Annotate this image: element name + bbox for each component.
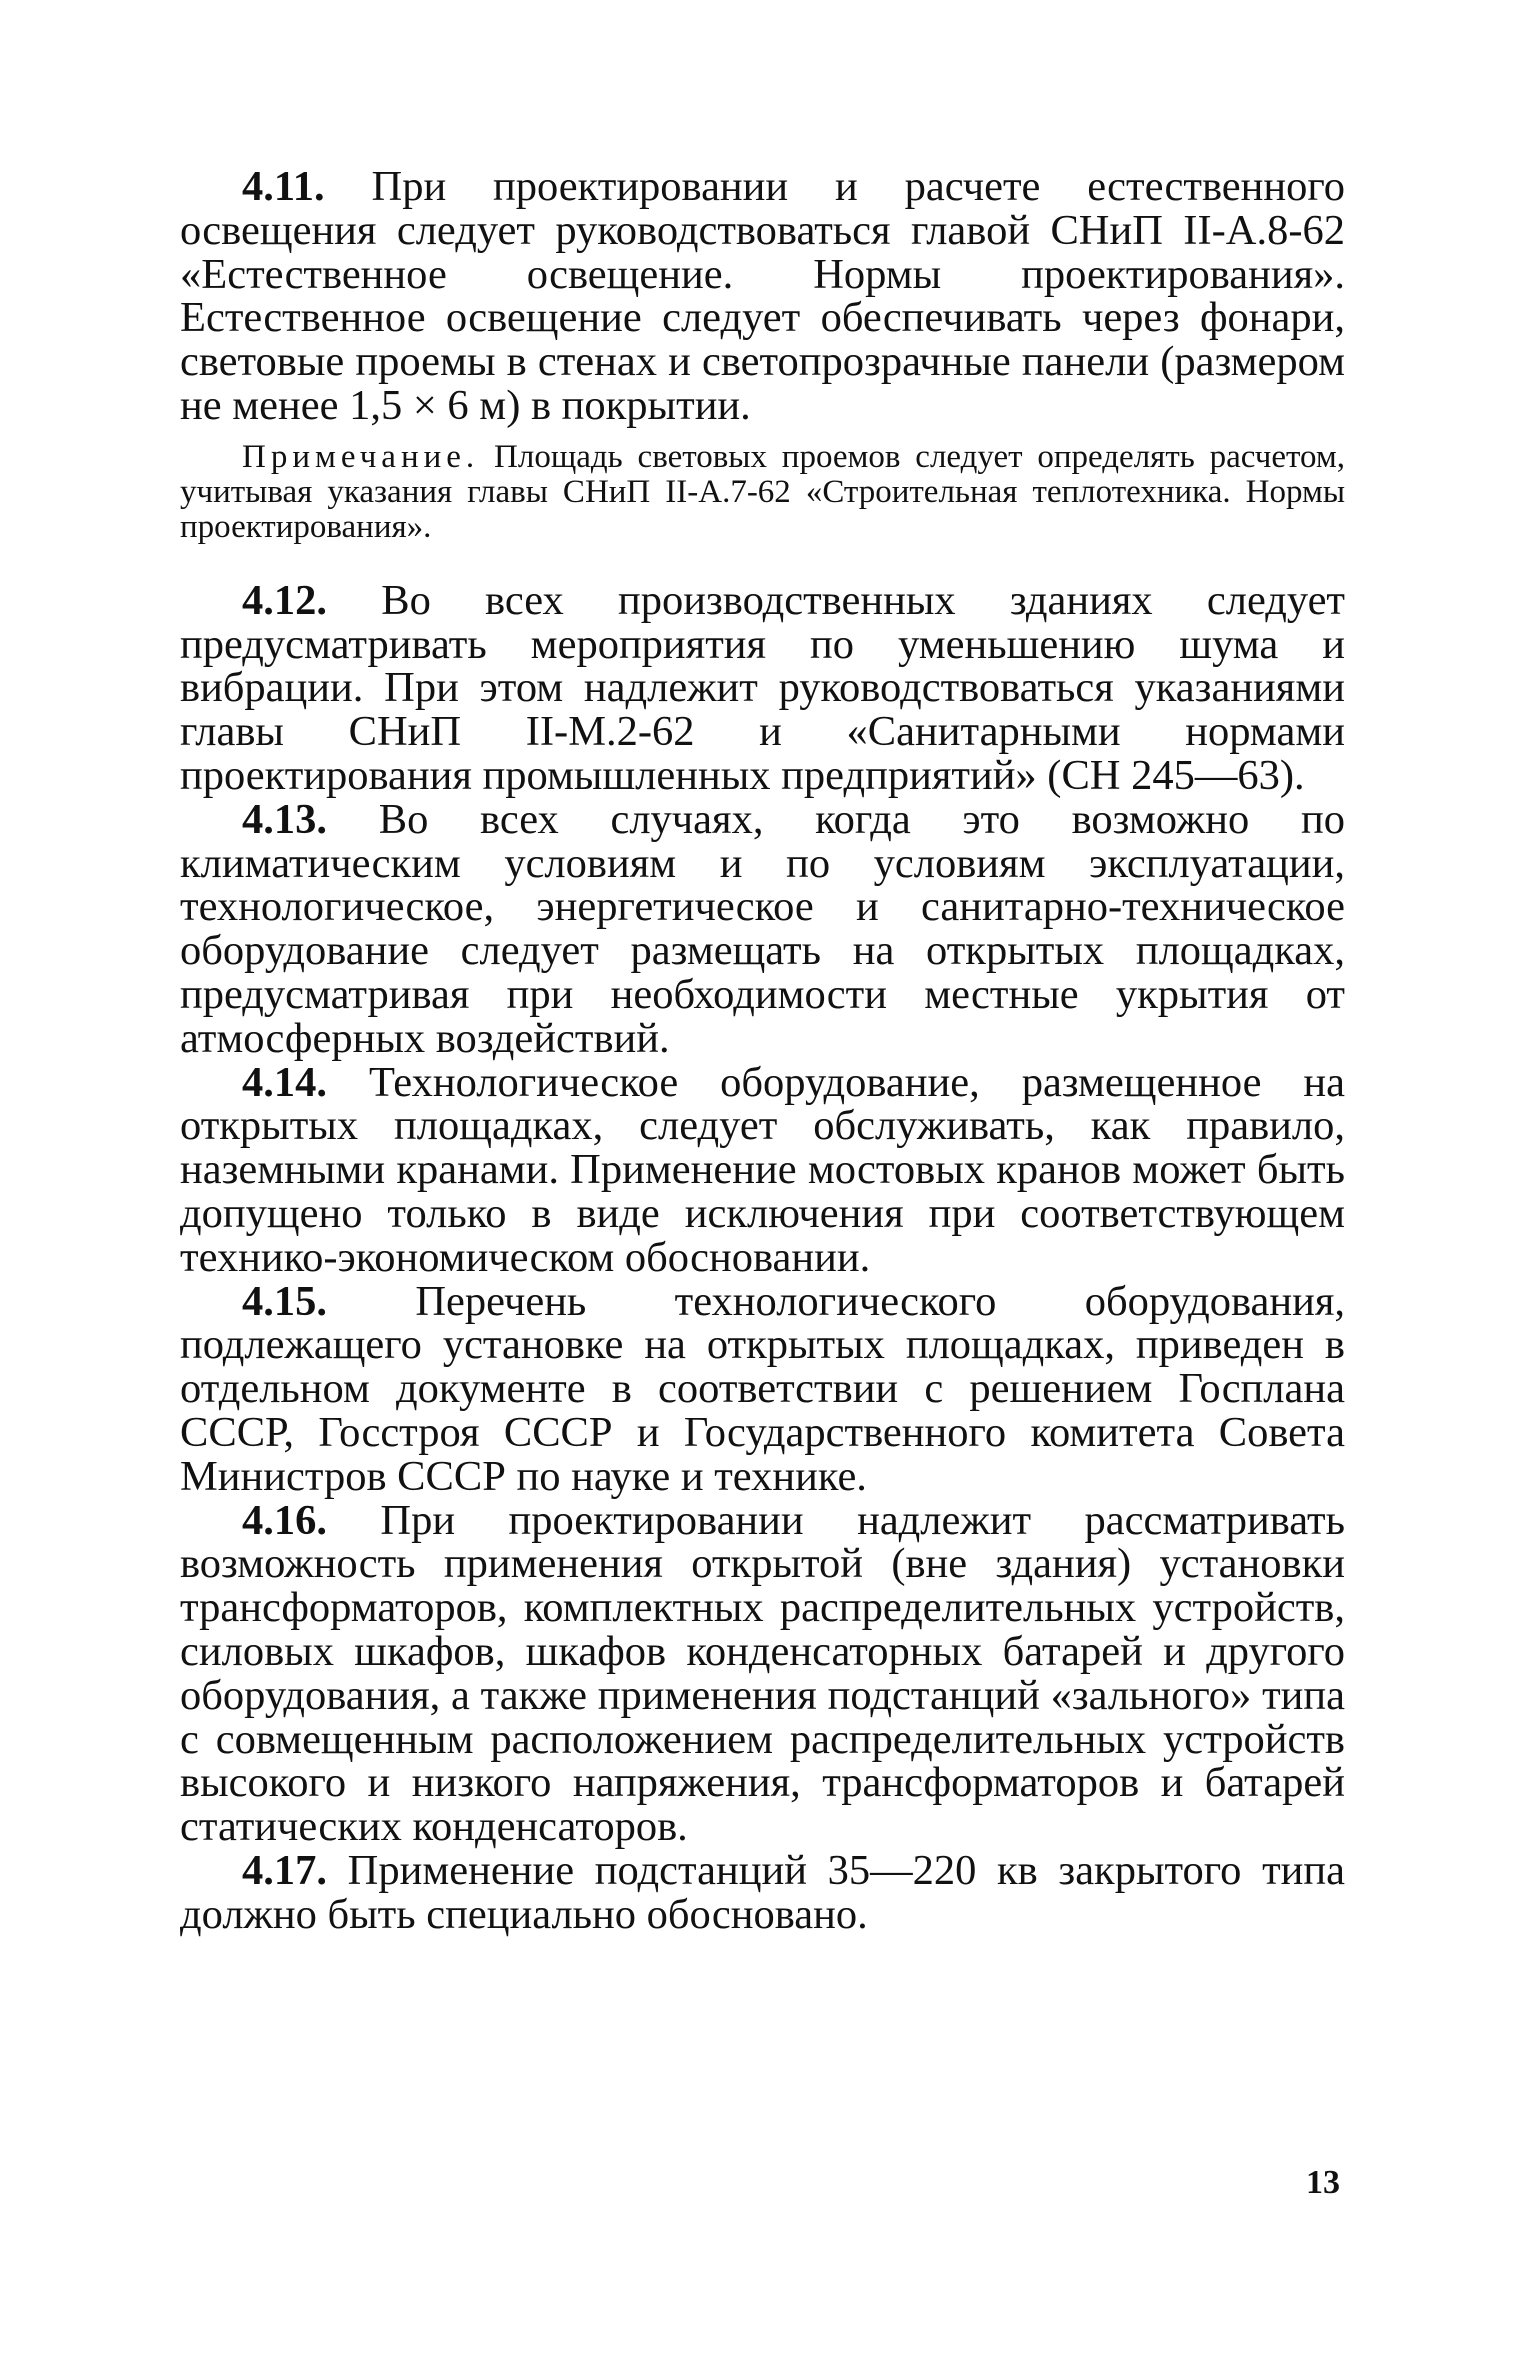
section-text: При проектировании надлежит рассматривать возможность применения открытой (вне здания) установки трансформаторов, комплектных распределительных устройств, силовых шкафов, шкафов конденсаторных батарей и другого оборудования, а также применения подстанций «зального» типа с совмещенным расположением распределительных устройств высокого и низкого напряжения, трансформаторов и батарей статических конденсаторов. — [180, 1496, 1346, 1851]
section-text: Во всех производственных зданиях следует предусматривать мероприятия по уменьшению шума и вибрации. При этом надлежит руководствоваться указаниями главы СНиП II-М.2-62 и «Санитарными нормами проектирования промышленных предприятий» (СН 245—63). — [180, 576, 1346, 799]
section-number: 4.12. — [242, 576, 327, 624]
section-4-15 — [180, 1277, 1345, 1500]
section-4-17 — [180, 1846, 1345, 1938]
section-number: 4.11. — [242, 163, 325, 210]
section-text: Во всех случаях, когда это возможно по климатическим условиям и по условиям эксплуатации, технологическое, энергетическое и санитарно-техническое оборудование следует размещать на открытых площадках, предусматривая при необходимости местные укрытия от атмосферных воздействий. — [180, 795, 1345, 1062]
section-4-11 — [180, 165, 1345, 428]
page-number: 13 — [1306, 2164, 1340, 2201]
section-text: Перечень технологического оборудования, подлежащего установке на открытых площадках, приведен в отдельном документе в соответствии с решением Госплана СССР, Госстроя СССР и Государственного комитета Совета Министров СССР по науке и технике. — [180, 1277, 1345, 1500]
document-page — [180, 165, 1345, 1936]
note-paragraph — [180, 440, 1345, 545]
section-text: Технологическое оборудование, размещенное на открытых площадках, следует обслуживать, как правило, наземными кранами. Применение мостовых кранов может быть допущено только в виде исключения при соответствующем технико-экономическом обосновании. — [180, 1058, 1346, 1281]
section-number: 4.16. — [242, 1496, 327, 1544]
section-number: 4.15. — [242, 1277, 327, 1325]
note-text: Площадь световых проемов следует определять расчетом, учитывая указания главы СНиП II-А.7-62 «Строительная теплотехника. Нормы проектирования». — [180, 438, 1346, 545]
section-4-12 — [180, 576, 1346, 799]
section-4-13 — [180, 795, 1345, 1062]
section-4-16 — [180, 1496, 1346, 1851]
section-text: Применение подстанций 35—220 кв закрытого типа должно быть специально обосновано. — [180, 1846, 1345, 1938]
section-number: 4.14. — [242, 1058, 327, 1106]
section-4-14 — [180, 1058, 1346, 1281]
section-text: При проектировании и расчете естественного освещения следует руководствоваться главой СНиП II-А.8-62 «Естественное освещение. Нормы проектирования». Естественное освещение следует обеспечивать через фонари, световые проемы в стенах и светопрозрачные панели (размером не менее 1,5 × 6 м) в покрытии. — [180, 163, 1345, 429]
section-number: 4.13. — [242, 795, 327, 843]
section-number: 4.17. — [242, 1846, 327, 1894]
note-label: Примечание. — [242, 438, 480, 475]
